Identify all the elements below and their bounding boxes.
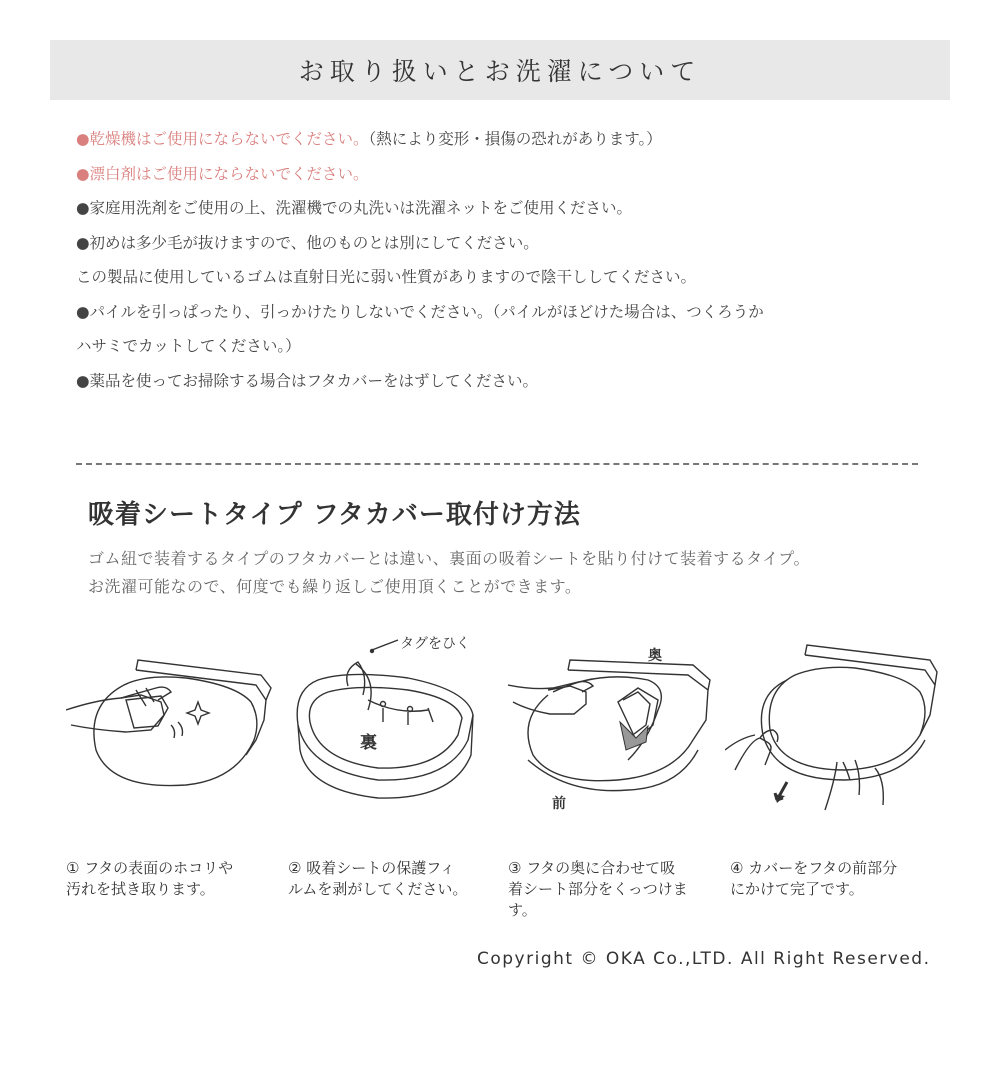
note-warning: ●乾燥機はご使用にならないでください。 [76,130,369,148]
attach-rear-illustration [508,630,723,820]
section-title: 吸着シートタイプ フタカバー取付け方法 [88,500,581,530]
caption-line: ① フタの表面のホコリや [66,859,234,877]
note-item [76,226,956,261]
note-item [76,260,956,295]
note-item [76,157,956,192]
note-text: （熱により変形・損傷の恐れがあります。） [368,130,662,148]
copyright-notice: Copyright © OKA Co.,LTD. All Right Reserved. [477,949,931,969]
note-text: ●家庭用洗剤をご使用の上、洗濯機での丸洗いは洗濯ネットをご使用ください。 [76,199,633,217]
step-1-caption [66,858,276,900]
caption-line: す。 [508,901,537,919]
banner-title: お取り扱いとお洗濯について [298,57,702,86]
step-2-caption [288,858,498,900]
step-4-caption [730,858,940,900]
note-text: ●初めは多少毛が抜けますので、他のものとは別にしてください。 [76,233,539,252]
note-item [76,191,956,226]
note-text: ●パイルを引っぱったり、引っかけたりしないでください。（パイルがほどけた場合は、つくろうか [76,302,764,321]
front-label: 前 [552,796,566,812]
tag-label: タグをひく [400,636,470,652]
note-item [76,122,956,157]
rear-label: 奥 [648,648,662,664]
care-notes [76,122,956,398]
caption-line: 汚れを拭き取ります。 [66,880,215,898]
complete-cover-illustration [725,630,940,820]
note-text: この製品に使用しているゴムは直射日光に弱い性質がありますので陰干ししてください。 [76,268,697,286]
note-text: ハサミでカットしてください。） [76,337,301,355]
peel-film-illustration [288,630,488,810]
section-description [88,545,948,601]
caption-line: ルムを剥がしてください。 [288,880,468,898]
caption-line: にかけて完了です。 [730,880,864,898]
caption-line: 着シート部分をくっつけま [508,880,688,898]
wipe-lid-illustration [66,630,276,810]
description-line: ゴム紐で装着するタイプのフタカバーとは違い、裏面の吸着シートを貼り付けて装着するタイプ。 [88,549,811,568]
step-3-caption [508,858,718,921]
dashed-divider [76,463,918,465]
note-item [76,329,956,364]
note-warning: ●漂白剤はご使用にならないでください。 [76,164,369,183]
back-side-label: 裏 [360,733,377,753]
section-banner [50,40,950,100]
caption-line: ② 吸着シートの保護フィ [288,859,456,877]
note-text: ●薬品を使ってお掃除する場合はフタカバーをはずしてください。 [76,371,538,390]
description-line: お洗濯可能なので、何度でも繰り返しご使用頂くことができます。 [88,577,582,596]
caption-line: ③ フタの奥に合わせて吸 [508,859,676,877]
note-item [76,364,956,399]
note-item [76,295,956,330]
caption-line: ④ カバーをフタの前部分 [730,859,898,877]
